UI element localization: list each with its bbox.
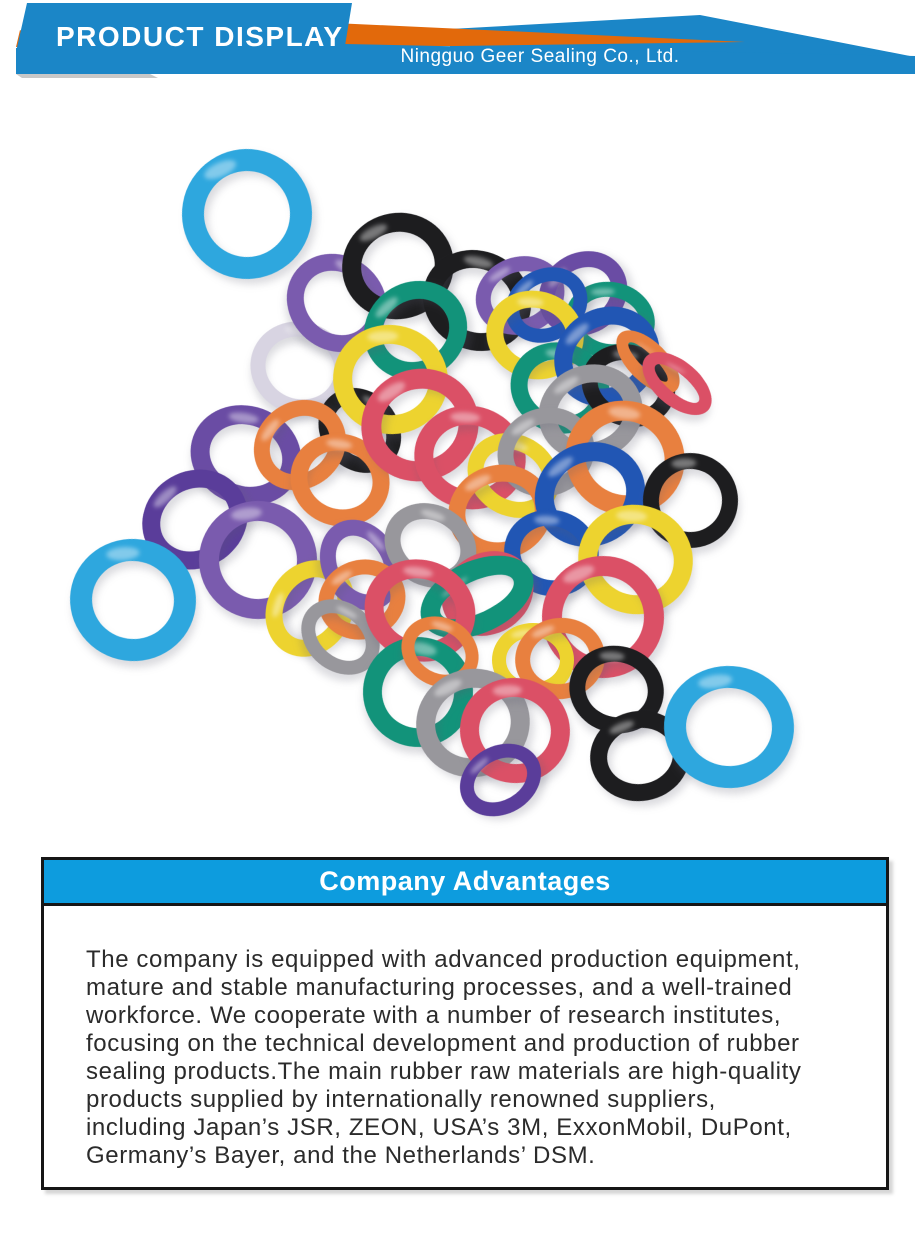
page-header <box>0 0 915 84</box>
product-photo <box>38 100 878 840</box>
company-advantages-header <box>44 860 886 906</box>
company-advantages-title: Company Advantages <box>319 866 611 896</box>
company-advantages-text <box>44 906 886 1170</box>
advantages-line: products supplied by internationally renowned suppliers, <box>86 1086 716 1113</box>
advantages-line: including Japan’s JSR, ZEON, USA’s 3M, ExxonMobil, DuPont, <box>86 1114 792 1141</box>
advantages-line: focusing on the technical development and production of rubber <box>86 1030 800 1057</box>
advantages-line: The company is equipped with advanced production equipment, <box>86 946 801 973</box>
advantages-line: workforce. We cooperate with a number of research institutes, <box>86 1002 782 1029</box>
advantages-line: sealing products.The main rubber raw materials are high-quality <box>86 1058 802 1085</box>
advantages-line: mature and stable manufacturing processes, and a well-trained <box>86 974 793 1001</box>
advantages-line: Germany’s Bayer, and the Netherlands’ DSM. <box>86 1142 596 1169</box>
company-name: Ningguo Geer Sealing Co., Ltd. <box>400 46 680 67</box>
page-title: PRODUCT DISPLAY <box>56 21 344 52</box>
company-advantages-box <box>41 857 889 1190</box>
